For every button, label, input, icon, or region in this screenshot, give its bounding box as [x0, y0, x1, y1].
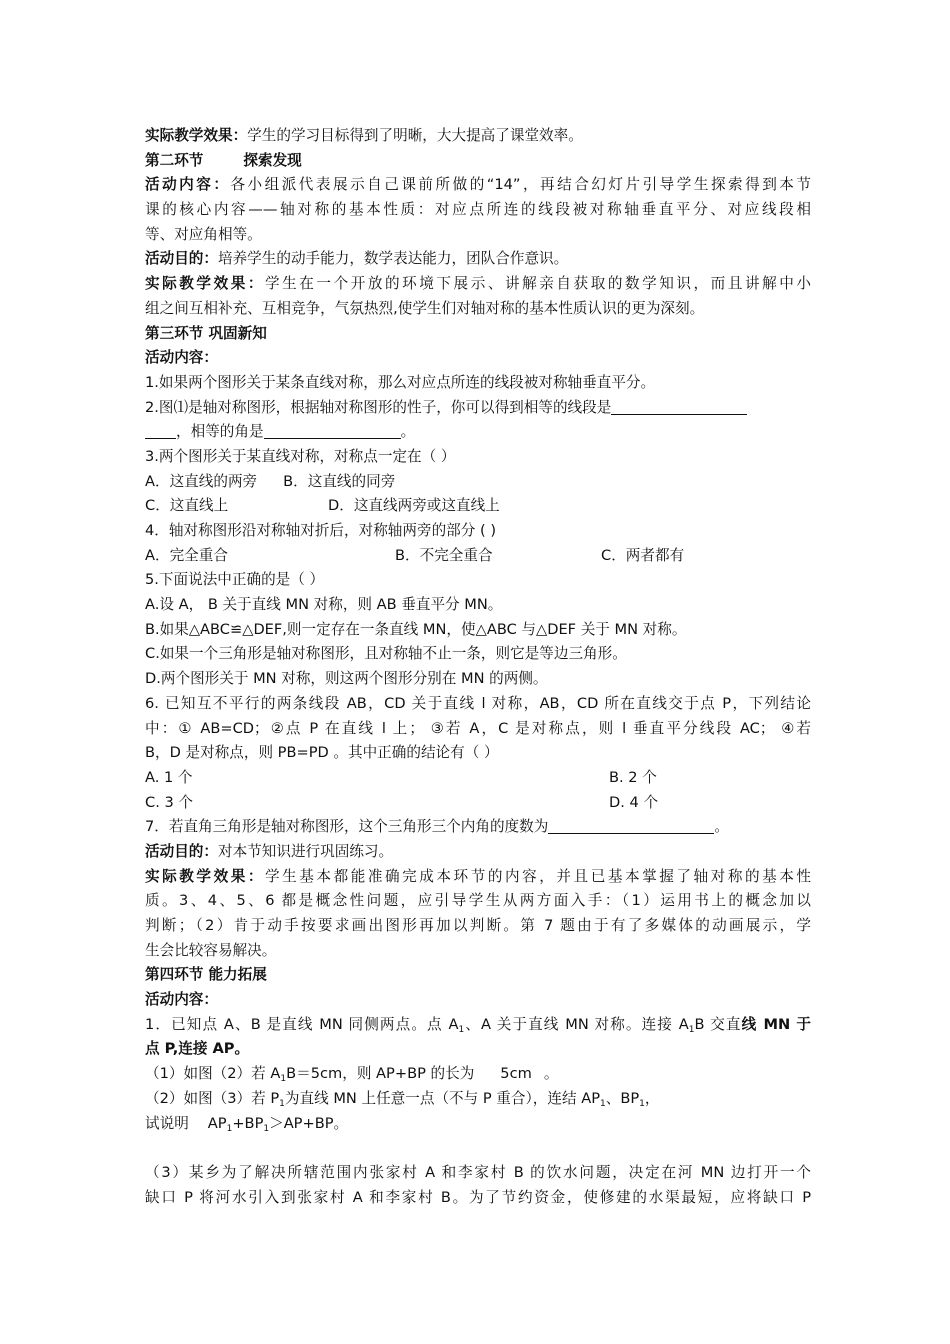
- text-span: 各小组派代表展示自己课前所做的“14”，再结合幻灯片引导学生探索得到本节: [230, 176, 811, 194]
- text-line: [145, 865, 811, 890]
- option-line: A.设 A， B 关于直线 MN 对称，则 AB 垂直平分 MN。: [145, 596, 503, 614]
- option-b: B．不完全重合: [395, 546, 493, 564]
- question-line: [145, 815, 811, 840]
- question-line: 4．轴对称图形沿对称轴对折后，对称轴两旁的部分 ( ): [145, 522, 497, 539]
- text-span: 对本节知识进行巩固练习。: [217, 842, 394, 860]
- text-span: 2.图⑴是轴对称图形，根据轴对称图形的性子，你可以得到相等的线段是: [145, 398, 612, 416]
- text-line: 判断；（2）肯于动手按要求画出图形再加以判断。第 7 题由于有了多媒体的动画展示，学: [145, 917, 811, 934]
- answer-blank: [611, 399, 747, 415]
- text-span: 为直线 MN 上任意一点（不与 P 重合），连结 AP: [284, 1089, 600, 1107]
- text-line: 组之间互相补充、互相竞争，气氛热烈,使学生们对轴对称的基本性质认识的更为深刻。: [145, 299, 705, 317]
- text-line: [145, 988, 811, 1013]
- text-span: 培养学生的动手能力，数学表达能力，团队合作意识。: [217, 250, 569, 268]
- question-line: 中：① AB=CD；②点 P 在直线 l 上； ③若 A，C 是对称点，则 l 垂直平分线段 AC； ④若: [145, 719, 811, 737]
- option-row: [145, 544, 811, 569]
- text-span: （1）如图（2）若 A: [145, 1065, 281, 1083]
- subscript: 1: [226, 1123, 233, 1134]
- text-span: 试说明: [145, 1114, 189, 1132]
- option-row: [145, 470, 811, 495]
- question-line: 5.下面说法中正确的是（ ）: [145, 571, 325, 589]
- option-row: [145, 766, 811, 791]
- answer-blank: [548, 818, 714, 834]
- section-heading: [145, 322, 811, 347]
- subscript: 1: [688, 1024, 695, 1035]
- answer-blank: [264, 423, 401, 439]
- option-a: A. 1 个: [145, 768, 193, 786]
- question-line: [145, 1112, 811, 1137]
- bold-span: 点 P,连接 AP。: [145, 1040, 250, 1058]
- option-line: B.如果△ABC≌△DEF,则一定存在一条直线 MN，使△ABC 与△DEF 关于 MN 对称。: [145, 620, 687, 638]
- text-span: AP: [207, 1114, 227, 1132]
- section-label: 实际教学效果：: [145, 867, 265, 885]
- option-c: C．两者都有: [601, 546, 685, 564]
- question-line: B，D 是对称点，则 PB=PD 。其中正确的结论有（ ）: [145, 744, 499, 762]
- option-line: C.如果一个三角形是轴对称图形，且对称轴不止一条，则它是等边三角形。: [145, 645, 627, 663]
- option-c: C．这直线上: [145, 497, 229, 515]
- text-span: 学生基本都能准确完成本环节的内容，并且已基本掌握了轴对称的基本性: [265, 867, 811, 885]
- section-label: 活动内容：: [145, 991, 218, 1009]
- option-a: A．完全重合: [145, 546, 228, 564]
- text-line: [145, 272, 811, 297]
- question-line: [145, 420, 811, 445]
- text-span: ，: [644, 1089, 660, 1107]
- section-label: 实际教学效果：: [145, 127, 248, 144]
- text-span: （2）如图（3）若 P: [145, 1089, 280, 1107]
- text-span: 、BP: [605, 1089, 640, 1107]
- option-row: [145, 494, 811, 519]
- text-span: 1．已知点 A、B 是直线 MN 同侧两点。点 A: [145, 1015, 459, 1033]
- text-line: [145, 247, 811, 272]
- section-label: 活动目的：: [145, 842, 218, 860]
- text-span: 。: [543, 1065, 559, 1083]
- section-label: 活动目的：: [145, 250, 218, 268]
- text-span: 学生在一个开放的环境下展示、讲解亲自获取的数学知识，而且讲解中小: [265, 275, 811, 293]
- subscript: 1: [280, 1074, 287, 1085]
- heading-part: 第二环节: [145, 151, 204, 169]
- section-label: 实际教学效果：: [145, 275, 265, 293]
- text-span: 。: [400, 423, 416, 441]
- subscript: 1: [639, 1098, 645, 1109]
- text-span: ＞AP+BP。: [269, 1114, 349, 1132]
- text-line: 等、对应角相等。: [145, 225, 262, 243]
- answer-blank: [145, 423, 176, 439]
- section-heading: [145, 149, 811, 174]
- question-line: 1.如果两个图形关于某条直线对称，那么对应点所连的线段被对称轴垂直平分。: [145, 373, 656, 391]
- question-line: [145, 1037, 811, 1062]
- question-line: [145, 1013, 811, 1038]
- bold-span: 线 MN 于: [741, 1015, 811, 1033]
- option-line: D.两个图形关于 MN 对称，则这两个图形分别在 MN 的两侧。: [145, 670, 548, 688]
- option-c: C. 3 个: [145, 793, 193, 811]
- question-line: 缺口 P 将河水引入到张家村 A 和李家村 B。为了节约资金，使修建的水渠最短，应将缺口 P: [145, 1188, 811, 1206]
- text-line: 课的核心内容——轴对称的基本性质：对应点所连的线段被对称轴垂直平分、对应线段相: [145, 201, 811, 219]
- text-line: 质。3、4、5、6 都是概念性问题，应引导学生从两方面入手：（1）运用书上的概念加以: [145, 892, 811, 910]
- subscript: 1: [600, 1098, 606, 1109]
- question-line: [145, 396, 811, 421]
- text-span: 学生的学习目标得到了明晰，大大提高了课堂效率。: [247, 127, 583, 144]
- option-a: A．这直线的两旁: [145, 472, 258, 490]
- question-line: （3）某乡为了解决所辖范围内张家村 A 和李家村 B 的饮水问题，决定在河 MN 边打开一个: [145, 1163, 811, 1181]
- text-span: 。: [714, 818, 729, 836]
- heading-text: 第四环节 能力拓展: [145, 966, 267, 984]
- answer-value: 5cm: [500, 1065, 532, 1083]
- option-d: D. 4 个: [609, 793, 659, 811]
- text-line: [145, 840, 811, 865]
- option-d: D．这直线两旁或这直线上: [328, 497, 500, 515]
- text-line: [145, 173, 811, 198]
- text-span: +BP: [232, 1114, 264, 1132]
- subscript: 1: [458, 1024, 465, 1035]
- text-span: 、A 关于直线 MN 对称。连接 A: [464, 1015, 689, 1033]
- text-span: B 交直: [694, 1015, 742, 1033]
- document-body: [145, 124, 811, 1210]
- option-row: [145, 791, 811, 816]
- heading-text: 第三环节 巩固新知: [145, 324, 267, 342]
- question-line: 6. 已知互不平行的两条线段 AB，CD 关于直线 l 对称，AB，CD 所在直线交于点 P，下列结论: [145, 694, 811, 712]
- text-span: 7．若直角三角形是轴对称图形，这个三角形三个内角的度数为: [145, 818, 549, 836]
- text-line: 生会比较容易解决。: [145, 941, 277, 959]
- subscript: 1: [279, 1098, 285, 1109]
- question-line: [145, 1087, 811, 1112]
- section-label: 活动内容：: [145, 176, 231, 194]
- option-b: B. 2 个: [609, 768, 657, 786]
- text-line: [145, 346, 811, 371]
- question-line: 3.两个图形关于某直线对称，对称点一定在（ ）: [145, 447, 456, 465]
- section-label: 活动内容：: [145, 349, 218, 367]
- text-line: [145, 124, 811, 149]
- section-heading: [145, 963, 811, 988]
- option-b: B．这直线的同旁: [283, 472, 396, 490]
- text-span: B＝5cm，则 AP+BP 的长为: [286, 1065, 475, 1083]
- subscript: 1: [263, 1123, 270, 1134]
- text-span: ，相等的角是: [176, 423, 264, 441]
- blank-line: [145, 1136, 811, 1161]
- question-line: [145, 1062, 811, 1087]
- heading-part: 探索发现: [243, 151, 302, 169]
